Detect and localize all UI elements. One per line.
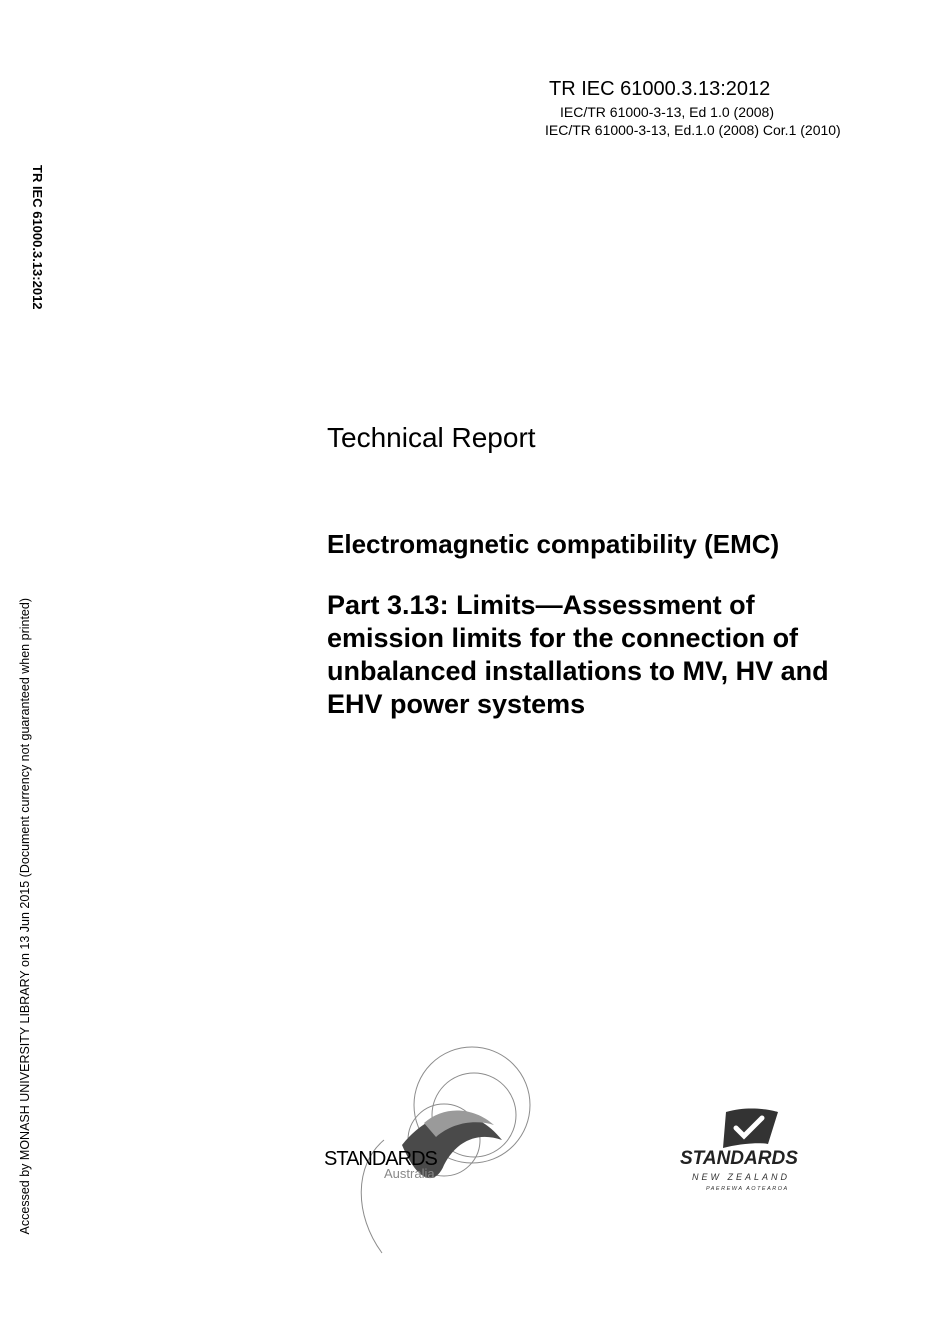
standards-nz-logo <box>678 1104 838 1194</box>
part-title <box>327 589 887 721</box>
document-number: TR IEC 61000.3.13:2012 <box>549 78 771 100</box>
part-title-line: Part 3.13: Limits—Assessment of <box>327 590 755 620</box>
document-title: Electromagnetic compatibility (EMC) <box>327 529 780 559</box>
vertical-document-id: TR IEC 61000.3.13:2012 <box>30 165 45 310</box>
new-zealand-word: NEW ZEALAND <box>692 1172 791 1182</box>
checkmark-shield-icon <box>723 1108 778 1148</box>
part-title-line: unbalanced installations to MV, HV and <box>327 656 829 686</box>
paerewa-word: PAEREWA AOTEAROA <box>706 1186 789 1192</box>
standards-word: STANDARDS <box>324 1148 437 1170</box>
edition-line-1: IEC/TR 61000-3-13, Ed 1.0 (2008) <box>560 104 775 120</box>
access-notice: Accessed by MONASH UNIVERSITY LIBRARY on 13 Jun 2015 (Document currency not guaranteed when printed) <box>18 598 32 1235</box>
nz-standards-word: STANDARDS <box>680 1148 798 1169</box>
edition-line-2: IEC/TR 61000-3-13, Ed.1.0 (2008) Cor.1 (2010) <box>545 122 841 138</box>
standards-australia-logo <box>324 1045 544 1255</box>
part-title-line: emission limits for the connection of <box>327 623 799 653</box>
part-title-line: EHV power systems <box>327 689 586 719</box>
report-type: Technical Report <box>327 422 536 453</box>
australia-word: Australia <box>384 1166 435 1181</box>
